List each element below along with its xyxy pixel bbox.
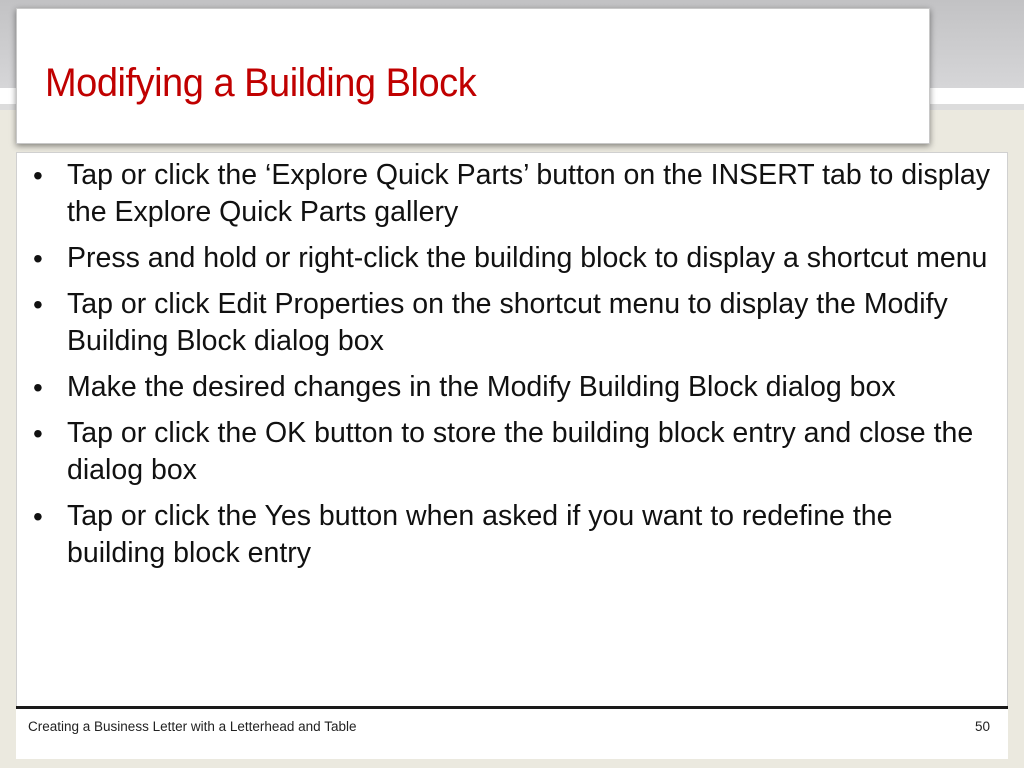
- bullet-item: [25, 157, 995, 231]
- bullet-icon: •: [33, 289, 43, 320]
- title-box: [16, 8, 930, 144]
- bullet-item: [25, 286, 995, 360]
- page-number: 50: [974, 719, 990, 734]
- bullet-item: [25, 240, 995, 277]
- bullet-text: Make the desired changes in the Modify Building Block dialog box: [67, 371, 896, 403]
- footer-caption: Creating a Business Letter with a Letterhead and Table: [28, 719, 357, 734]
- slide-title: Modifying a Building Block: [45, 61, 477, 105]
- content-area: [16, 152, 1008, 707]
- bullet-icon: •: [33, 501, 43, 532]
- bullet-item: [25, 498, 995, 572]
- bullet-icon: •: [33, 418, 43, 449]
- bullet-text: Tap or click Edit Properties on the shortcut menu to display the Modify Building Block dialog box: [67, 288, 948, 357]
- bullet-text: Press and hold or right-click the building block to display a shortcut menu: [67, 242, 988, 274]
- bullet-item: [25, 369, 995, 406]
- bullet-text: Tap or click the OK button to store the building block entry and close the dialog box: [67, 417, 974, 486]
- bullet-text: Tap or click the Yes button when asked if you want to redefine the building block entry: [67, 500, 893, 569]
- bullet-icon: •: [33, 243, 43, 274]
- footer: [16, 709, 1008, 759]
- bullet-icon: •: [33, 160, 43, 191]
- bullet-text: Tap or click the ‘Explore Quick Parts’ button on the INSERT tab to display the Explore Quick Parts gallery: [67, 159, 991, 228]
- bullet-icon: •: [33, 372, 43, 403]
- bullet-list: [25, 157, 995, 581]
- bullet-item: [25, 415, 995, 489]
